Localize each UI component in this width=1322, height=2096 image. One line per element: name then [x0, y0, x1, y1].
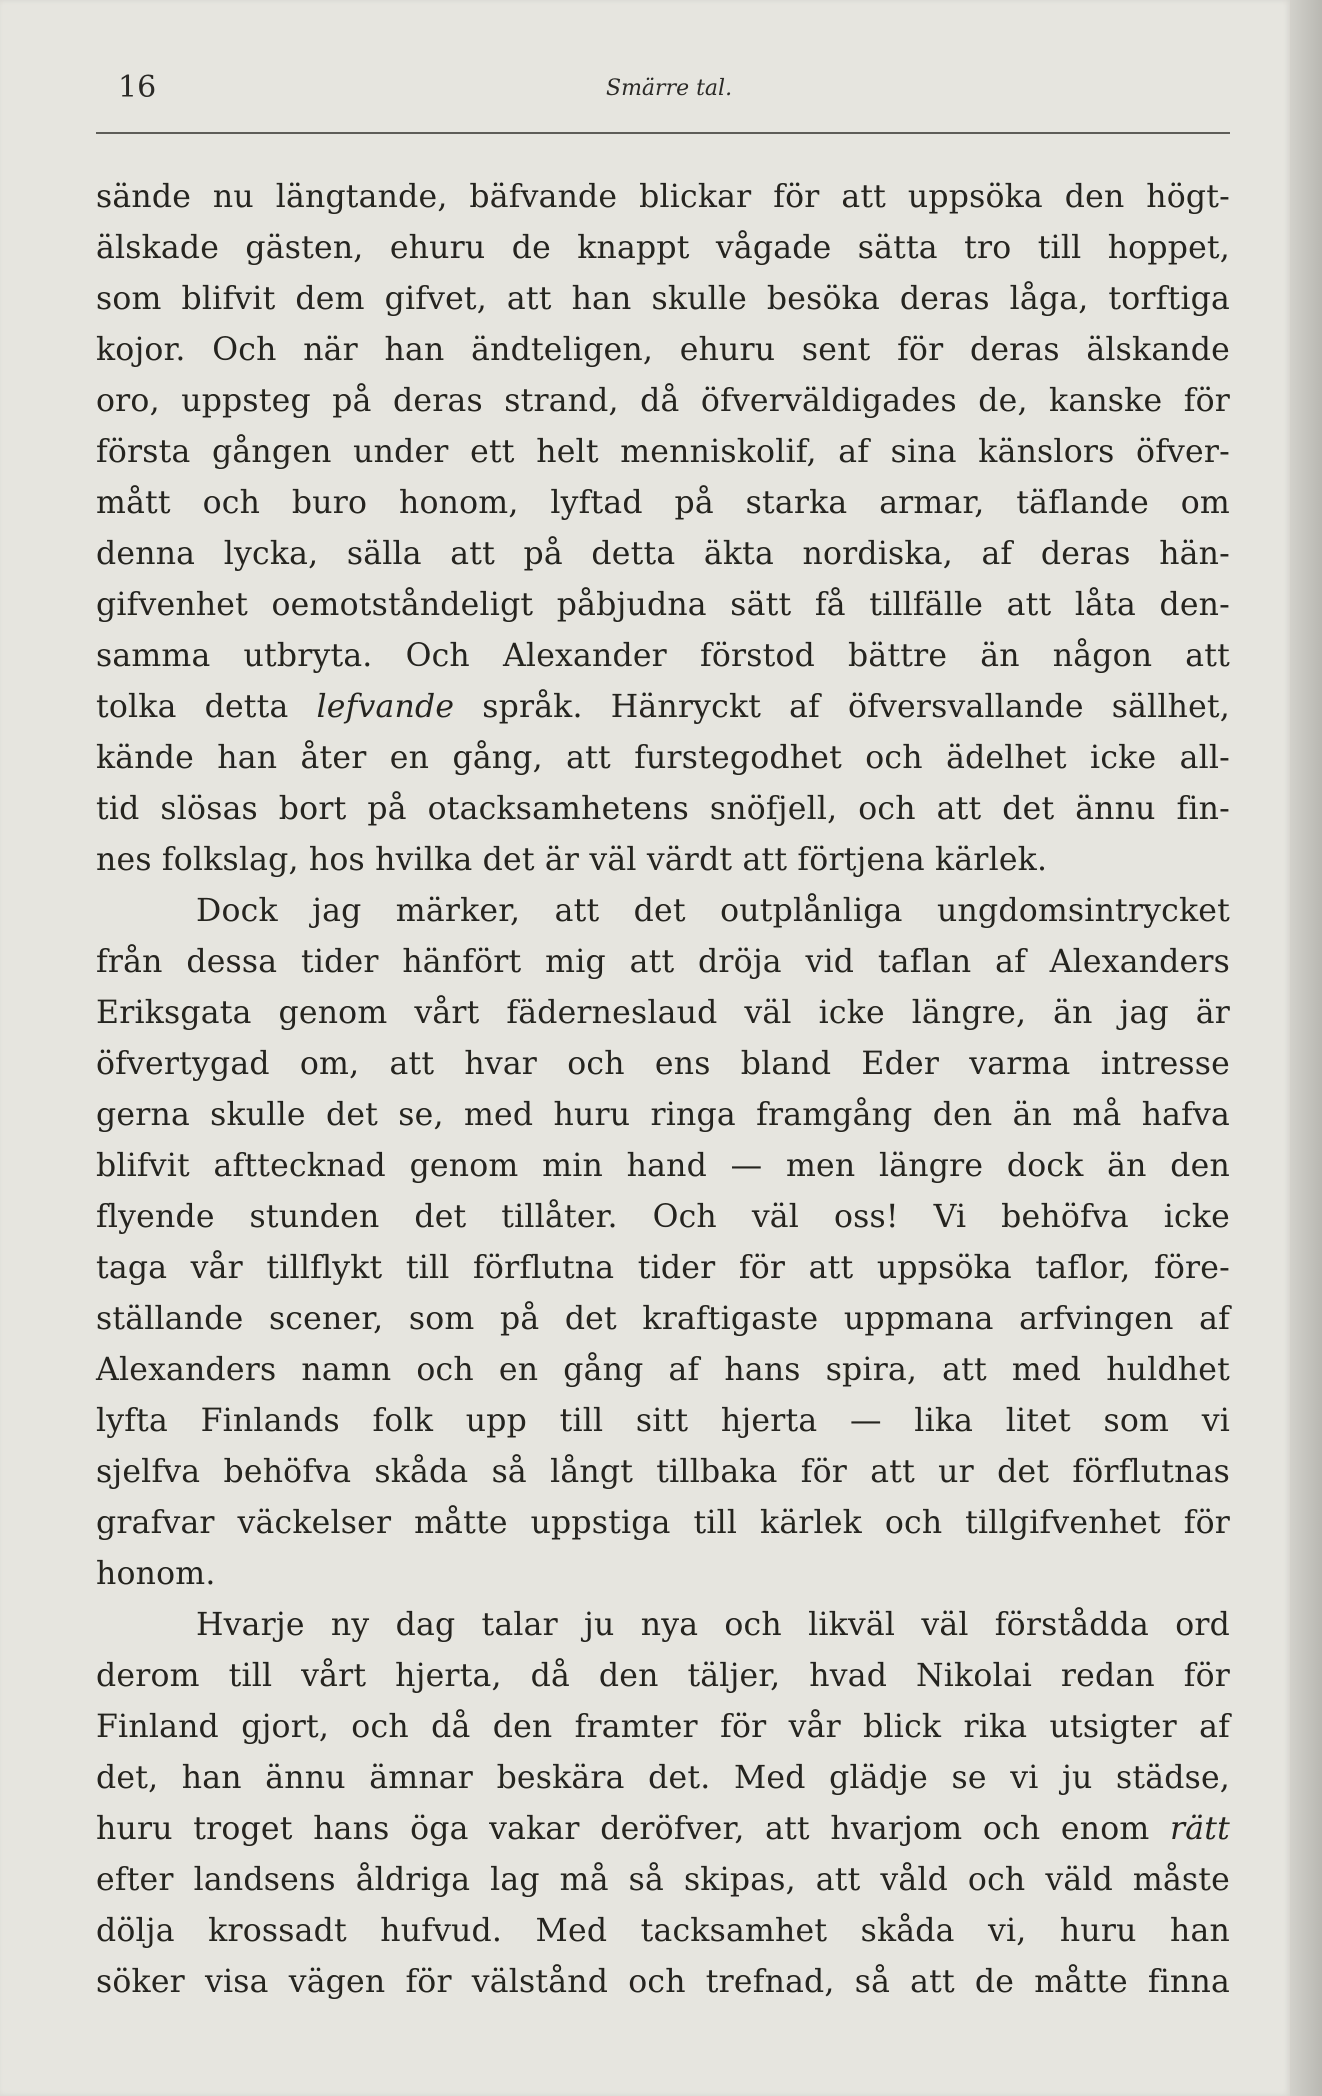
- text-line: Dock jag märker, att det outplånliga ungdomsintrycket: [196, 893, 1230, 929]
- italic-word: rätt: [1170, 1811, 1230, 1847]
- text-fragment: språk. Hänryckt af öfversvallande sällhet,: [454, 689, 1230, 725]
- text-line: sände nu längtande, bäfvande blickar för att uppsöka den högt-: [96, 179, 1230, 215]
- text-line: lyfta Finlands folk upp till sitt hjerta — lika litet som vi: [96, 1403, 1230, 1439]
- text-line: Hvarje ny dag talar ju nya och likväl väl förstådda ord: [196, 1607, 1230, 1643]
- text-line: Eriksgata genom vårt fäderneslaud väl icke längre, än jag är: [96, 995, 1230, 1031]
- running-title: Smärre tal.: [606, 76, 733, 101]
- text-line: oro, uppsteg på deras strand, då öfverväldigades de, kanske för: [96, 383, 1230, 419]
- text-line: ställande scener, som på det kraftigaste uppmana arfvingen af: [96, 1301, 1230, 1337]
- text-line: grafvar väckelser måtte uppstiga till kärlek och tillgifvenhet för: [96, 1505, 1230, 1541]
- text-line: nes folkslag, hos hvilka det är väl värdt att förtjena kärlek.: [96, 842, 1048, 878]
- text-line: taga vår tillflykt till förflutna tider för att uppsöka taflor, före-: [96, 1250, 1230, 1286]
- text-line: honom.: [96, 1556, 216, 1592]
- text-line: första gången under ett helt menniskolif, af sina känslors öfver-: [96, 434, 1230, 470]
- header-rule: [96, 132, 1230, 134]
- text-line: kojor. Och när han ändteligen, ehuru sent för deras älskande: [96, 332, 1230, 368]
- text-line: derom till vårt hjerta, då den täljer, hvad Nikolai redan för: [96, 1658, 1230, 1694]
- text-line: gifvenhet oemotståndeligt påbjudna sätt få tillfälle att låta den-: [96, 587, 1230, 623]
- text-line: sjelfva behöfva skåda så långt tillbaka för att ur det förflutnas: [96, 1454, 1230, 1490]
- text-fragment: tolka detta: [96, 689, 317, 725]
- text-line: denna lycka, sälla att på detta äkta nordiska, af deras hän-: [96, 536, 1230, 572]
- text-line: som blifvit dem gifvet, att han skulle besöka deras låga, torftiga: [96, 281, 1230, 317]
- text-line: dölja krossadt hufvud. Med tacksamhet skåda vi, huru han: [96, 1913, 1230, 1949]
- text-line: det, han ännu ämnar beskära det. Med glädje se vi ju städse,: [96, 1760, 1230, 1796]
- text-line: blifvit afttecknad genom min hand — men längre dock än den: [96, 1148, 1230, 1184]
- text-line: mått och buro honom, lyftad på starka armar, täflande om: [96, 485, 1230, 521]
- italic-word: lefvande: [316, 689, 455, 725]
- body-text: [96, 172, 1230, 2008]
- text-line: från dessa tider hänfört mig att dröja vid taflan af Alexanders: [96, 944, 1230, 980]
- text-line: Finland gjort, och då den framter för vår blick rika utsigter af: [96, 1709, 1230, 1745]
- page-number: 16: [118, 70, 157, 105]
- text-line: flyende stunden det tillåter. Och väl oss! Vi behöfva icke: [96, 1199, 1230, 1235]
- page-edge: [1290, 0, 1322, 2096]
- text-line-with-italic: [96, 1804, 1230, 1855]
- text-line: öfvertygad om, att hvar och ens bland Eder varma intresse: [96, 1046, 1230, 1082]
- text-fragment: huru troget hans öga vakar deröfver, att hvarjom och enom: [96, 1811, 1171, 1847]
- text-line-with-italic: [96, 682, 1230, 733]
- text-line: gerna skulle det se, med huru ringa framgång den än må hafva: [96, 1097, 1230, 1133]
- text-line: samma utbryta. Och Alexander förstod bättre än någon att: [96, 638, 1230, 674]
- text-line: efter landsens åldriga lag må så skipas, att våld och väld måste: [96, 1862, 1230, 1898]
- text-line: tid slösas bort på otacksamhetens snöfjell, och att det ännu fin-: [96, 791, 1230, 827]
- text-line: söker visa vägen för välstånd och trefnad, så att de måtte finna: [96, 1964, 1230, 2000]
- text-line: kände han åter en gång, att furstegodhet och ädelhet icke all-: [96, 740, 1230, 776]
- text-line: Alexanders namn och en gång af hans spira, att med huldhet: [96, 1352, 1230, 1388]
- text-line: älskade gästen, ehuru de knappt vågade sätta tro till hoppet,: [96, 230, 1230, 266]
- page-header: [96, 70, 1230, 120]
